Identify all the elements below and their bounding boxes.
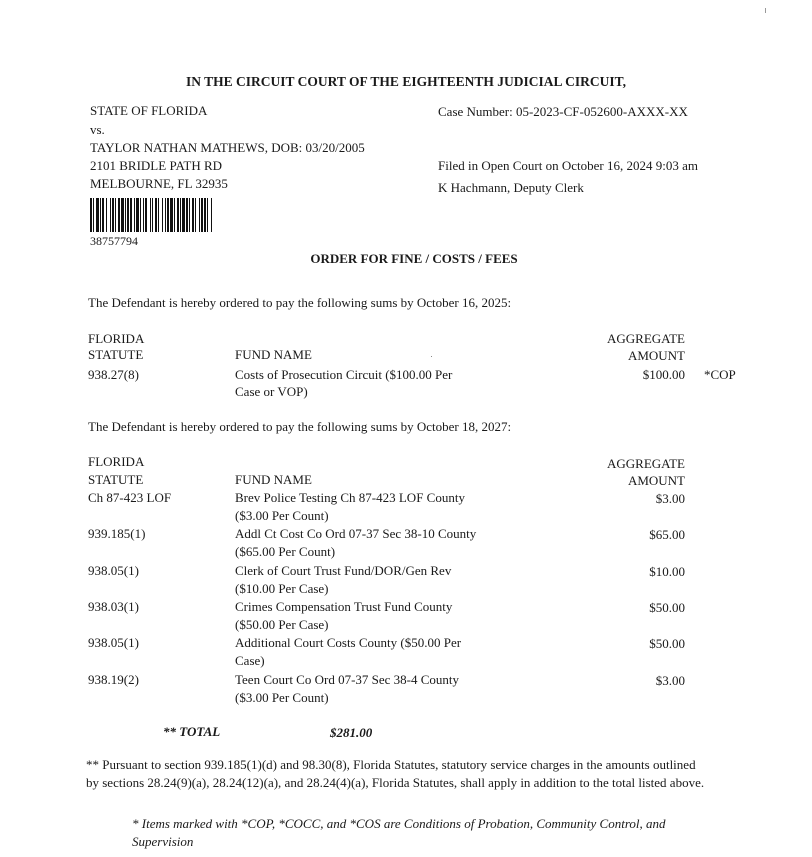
row-statute: Ch 87-423 LOF <box>88 490 172 505</box>
row-fund-line2: ($50.00 Per Case) <box>235 617 329 632</box>
row-fund-line2: Case) <box>235 653 265 668</box>
row-fund-line1: Teen Court Co Ord 07-37 Sec 38-4 County <box>235 672 460 687</box>
row-amount: $10.00 <box>649 564 685 579</box>
total-amount: $281.00 <box>330 725 373 740</box>
row-cop-flag: *COP <box>704 367 736 382</box>
row-fund-line1: Crimes Compensation Trust Fund County <box>235 599 453 614</box>
row-statute: 938.05(1) <box>88 635 139 650</box>
statute-header-line2: STATUTE <box>88 347 144 362</box>
section1-intro: The Defendant is hereby ordered to pay the following sums by October 16, 2025: <box>88 295 512 310</box>
defendant-address-line1: 2101 BRIDLE PATH RD <box>90 158 223 173</box>
conditions-note: * Items marked with *COP, *COCC, and *COS are Conditions of Probation, Community Control, and Supervision <box>132 816 666 849</box>
amount-header-line2: AMOUNT <box>627 348 685 363</box>
row-fund-line2: ($3.00 Per Count) <box>235 690 329 705</box>
row-amount: $65.00 <box>649 527 685 542</box>
filed-date: Filed in Open Court on October 16, 2024 9:03 am <box>438 158 698 173</box>
row-amount: $100.00 <box>642 367 685 382</box>
amount-header-line2: AMOUNT <box>627 473 685 488</box>
scan-artifact <box>765 8 766 13</box>
row-fund-line2: ($3.00 Per Count) <box>235 508 329 523</box>
statute-header-line2: STATUTE <box>88 472 144 487</box>
statute-header-line1: FLORIDA <box>88 454 145 469</box>
fund-name-header: FUND NAME <box>235 472 312 487</box>
plaintiff-name: STATE OF FLORIDA <box>90 103 208 118</box>
row-amount: $50.00 <box>649 636 685 651</box>
statutory-charges-footnote: ** Pursuant to section 939.185(1)(d) and 98.30(8), Florida Statutes, statutory service charges in the amounts outlined by sections 28.24(9)(a), 28.24(12)(a), and 28.24(4)(a), Florida Statutes, shall apply in addition to the total listed above. <box>86 757 705 790</box>
court-title: IN THE CIRCUIT COURT OF THE EIGHTEENTH JUDICIAL CIRCUIT, <box>185 74 626 89</box>
row-fund-line1: Clerk of Court Trust Fund/DOR/Gen Rev <box>235 563 452 578</box>
row-statute: 938.05(1) <box>88 563 139 578</box>
row-fund-line2: ($65.00 Per Count) <box>235 544 336 559</box>
amount-header-line1: AGGREGATE <box>607 331 685 346</box>
section2-intro: The Defendant is hereby ordered to pay the following sums by October 18, 2027: <box>88 419 512 434</box>
row-fund-line1: Brev Police Testing Ch 87-423 LOF County <box>235 490 465 505</box>
row-fund-line2: ($10.00 Per Case) <box>235 581 329 596</box>
case-number: Case Number: 05-2023-CF-052600-AXXX-XX <box>438 104 688 119</box>
statute-header-line1: FLORIDA <box>88 331 145 346</box>
defendant-address-line2: MELBOURNE, FL 32935 <box>90 176 228 191</box>
row-statute: 938.27(8) <box>88 367 139 382</box>
order-title: ORDER FOR FINE / COSTS / FEES <box>310 251 518 266</box>
row-amount: $3.00 <box>655 673 685 688</box>
fund-name-header: FUND NAME <box>235 347 312 362</box>
scan-artifact <box>431 356 432 357</box>
row-fund-line1: Additional Court Costs County ($50.00 Per <box>235 635 462 650</box>
row-statute: 938.03(1) <box>88 599 139 614</box>
row-amount: $3.00 <box>655 491 685 506</box>
row-fund-line1: Addl Ct Cost Co Ord 07-37 Sec 38-10 County <box>235 526 477 541</box>
row-fund-line1: Costs of Prosecution Circuit ($100.00 Per <box>235 367 453 382</box>
row-fund-line2: Case or VOP) <box>235 384 308 399</box>
versus-label: vs. <box>90 122 105 137</box>
row-statute: 939.185(1) <box>88 526 146 541</box>
amount-header-line1: AGGREGATE <box>607 456 685 471</box>
defendant-name: TAYLOR NATHAN MATHEWS, DOB: 03/20/2005 <box>90 140 365 155</box>
row-amount: $50.00 <box>649 600 685 615</box>
barcode <box>90 198 326 232</box>
deputy-clerk: K Hachmann, Deputy Clerk <box>438 180 584 195</box>
row-statute: 938.19(2) <box>88 672 139 687</box>
barcode-number: 38757794 <box>90 234 138 248</box>
total-label: ** TOTAL <box>163 724 221 739</box>
